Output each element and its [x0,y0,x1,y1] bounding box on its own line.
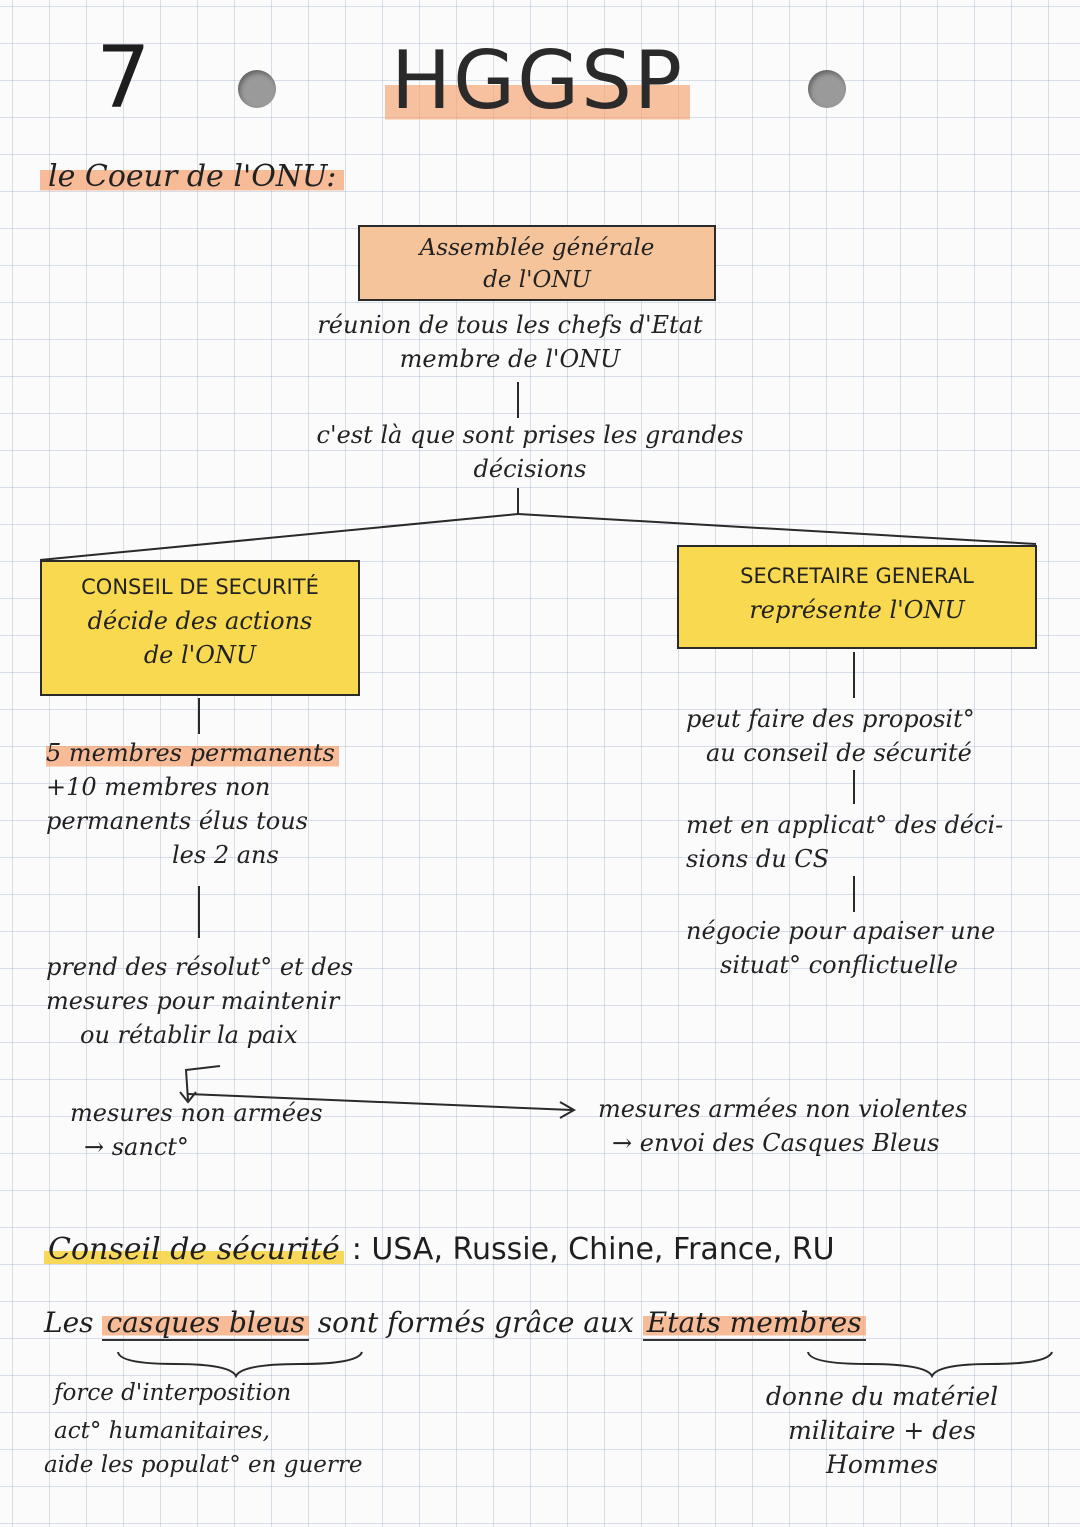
connector-secretary-2 [853,770,855,804]
measures-left-line1: mesures non armées [70,1099,323,1127]
secretary-box [677,545,1037,649]
council-members [46,736,426,872]
assembly-title-line2: de l'ONU [483,267,591,293]
secretary-item1-line1: peut faire des proposit° [686,705,975,733]
helmets-role [44,1376,484,1482]
council-members-list: : USA, Russie, Chine, France, RU [351,1232,835,1267]
council-role-line2: mesures pour maintenir [46,987,340,1015]
secretary-item2-line2: sions du CS [686,845,830,873]
assembly-decisions [220,418,840,486]
security-council-desc-line2: de l'ONU [143,641,257,669]
assembly-desc-line2: membre de l'ONU [399,345,621,373]
measures-left [70,1096,410,1164]
secretary-item2-line1: met en applicat° des déci- [686,811,1004,839]
measures-right [598,1092,1068,1160]
connector-secretary-3 [853,876,855,912]
secretary-title: SECRETAIRE GENERAL [740,564,974,588]
measures-left-line2: → sanct° [84,1133,189,1161]
assembly-desc-line1: réunion de tous les chefs d'Etat [317,311,703,339]
council-role-line1: prend des résolut° et des [46,953,354,981]
helmets-states: Etats membres [643,1306,866,1341]
council-members-line3: permanents élus tous [46,807,308,835]
assembly-decision-line2: décisions [473,455,587,483]
measures-right-line2: → envoi des Casques Bleus [612,1129,940,1157]
section-heading: le Coeur de l'ONU: [40,160,344,194]
secretary-item-1 [686,702,1066,770]
secretary-item3-line1: négocie pour apaiser une [686,917,996,945]
connector-council-1 [198,698,200,734]
assembly-title-line1: Assemblée générale [419,235,655,261]
council-role-line3: ou rétablir la paix [80,1021,298,1049]
secretary-item3-line2: situat° conflictuelle [720,951,959,979]
council-members-line4: les 2 ans [172,841,279,869]
assembly-box [358,225,716,301]
secretary-item1-line2: au conseil de sécurité [706,739,972,767]
council-role [46,950,466,1052]
helmets-role-line3: aide les populat° en guerre [44,1452,363,1478]
security-council-desc-line1: décide des actions [87,607,313,635]
council-members-line2: +10 membres non [46,773,271,801]
blue-helmets-sentence [44,1306,866,1339]
helmets-role-line2: act° humanitaires, [54,1418,270,1444]
security-council-title: CONSEIL DE SECURITÉ [81,575,319,599]
connector-council-2 [198,886,200,938]
secretary-desc: représente l'ONU [749,596,965,624]
connector-assembly [517,382,519,418]
states-line1: donne du matériel [765,1382,999,1411]
secretary-item-2 [686,808,1066,876]
states-line3: Hommes [826,1450,938,1479]
measures-right-line1: mesures armées non violentes [598,1095,968,1123]
binder-hole-right [808,70,846,108]
council-members-line1: 5 membres permanents [46,736,339,770]
helmets-prefix: Les [44,1306,94,1339]
helmets-highlight: casques bleus [102,1306,308,1341]
helmets-role-line1: force d'interposition [54,1380,292,1406]
assembly-description [230,308,790,376]
assembly-decision-line1: c'est là que sont prises les grandes [316,421,744,449]
helmets-middle: sont formés grâce aux [317,1306,634,1339]
secretary-item-3 [686,914,1076,982]
states-contribution [712,1380,1052,1482]
states-line2: militaire + des [788,1416,976,1445]
security-council-box [40,560,360,696]
page-title: HGGSP [385,34,690,127]
council-label: Conseil de sécurité [44,1232,344,1267]
connector-secretary-1 [853,652,855,698]
page-number: 7 [96,28,151,128]
council-members-summary [44,1232,835,1267]
binder-hole-left [238,70,276,108]
